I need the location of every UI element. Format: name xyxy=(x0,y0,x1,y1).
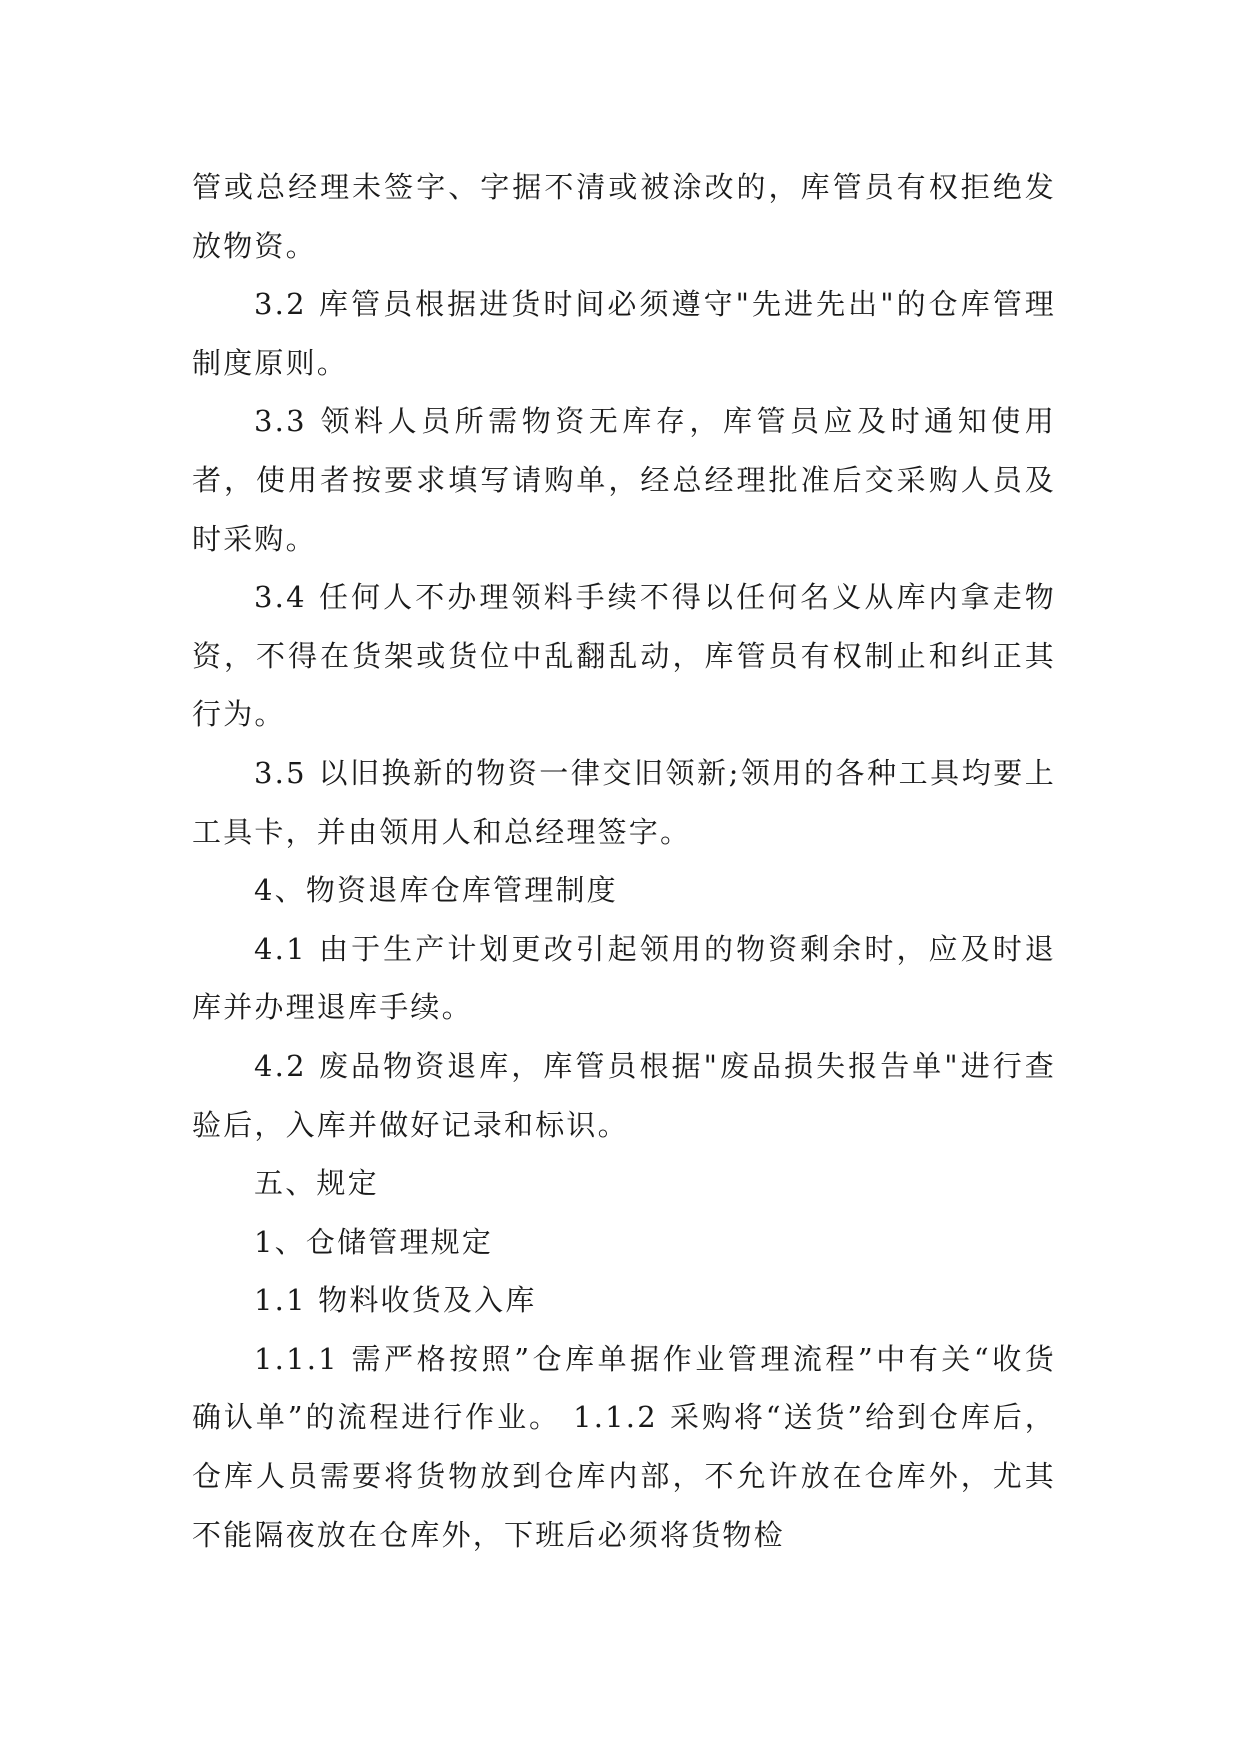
document-body xyxy=(192,158,1056,1564)
section-heading-1-1: 1.1 物料收货及入库 xyxy=(254,1283,537,1318)
paragraph-1-1-1: 1.1.1 需严格按照”仓库单据作业管理流程”中有关“收货确认单”的流程进行作业。 1.1.2 采购将“送货”给到仓库后，仓库人员需要将货物放到仓库内部，不允许放在仓库外，尤其不能隔夜放在仓库外，下班后必须将货物检 xyxy=(192,1341,1056,1552)
paragraph-3-3: 3.3 领料人员所需物资无库存，库管员应及时通知使用者，使用者按要求填写请购单，经总经理批准后交采购人员及时采购。 xyxy=(192,404,1056,556)
paragraph-signature-rule: 管或总经理未签字、字据不清或被涂改的，库管员有权拒绝发放物资。 xyxy=(192,170,1056,263)
paragraph-3-5: 3.5 以旧换新的物资一律交旧领新;领用的各种工具均要上工具卡，并由领用人和总经理签字。 xyxy=(192,755,1056,849)
section-heading-5-1: 1、仓储管理规定 xyxy=(254,1224,494,1259)
paragraph-3-4: 3.4 任何人不办理领料手续不得以任何名义从库内拿走物资，不得在货架或货位中乱翻乱动，库管员有权制止和纠正其行为。 xyxy=(192,580,1056,732)
section-heading-5: 五、规定 xyxy=(254,1166,379,1201)
paragraph-4-1: 4.1 由于生产计划更改引起领用的物资剩余时，应及时退库并办理退库手续。 xyxy=(192,931,1056,1025)
paragraph-4-2: 4.2 废品物资退库，库管员根据"废品损失报告单"进行查验后，入库并做好记录和标识。 xyxy=(192,1048,1056,1142)
paragraph-3-2: 3.2 库管员根据进货时间必须遵守"先进先出"的仓库管理制度原则。 xyxy=(192,287,1056,380)
section-heading-4: 4、物资退库仓库管理制度 xyxy=(254,873,618,908)
